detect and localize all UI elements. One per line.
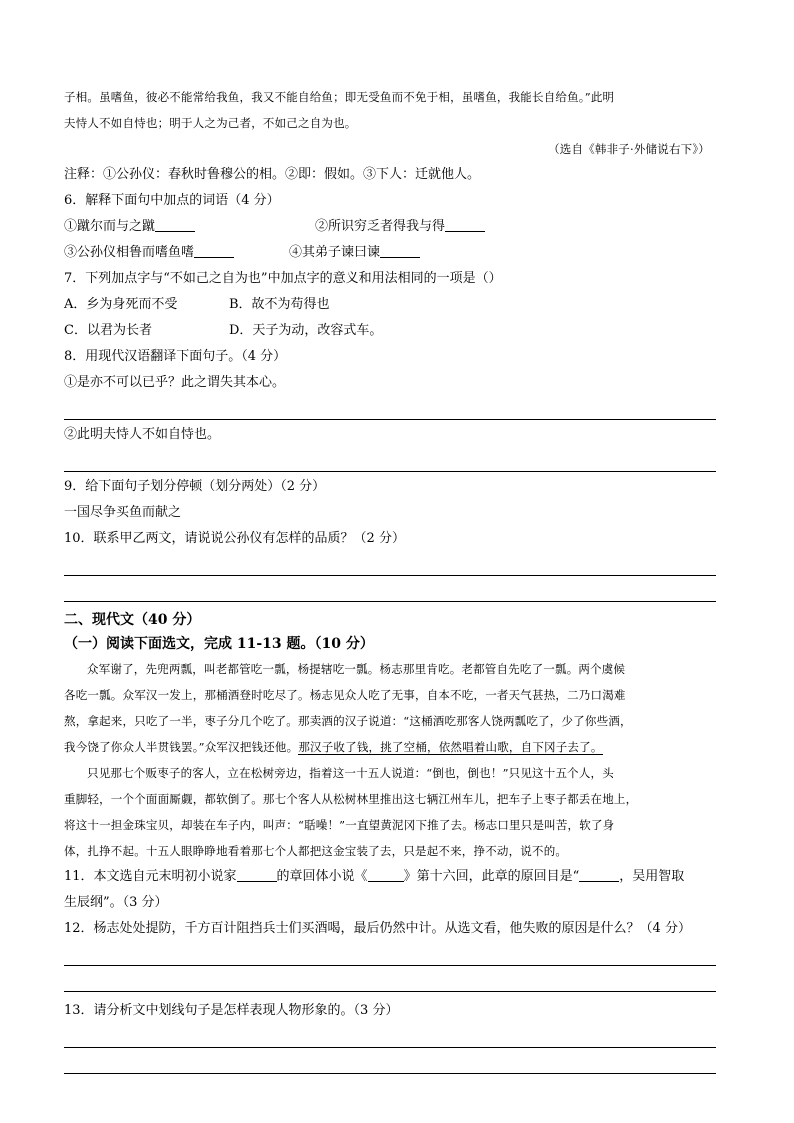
answer-line[interactable] — [64, 942, 716, 966]
q7-option-a: A．乡为身死而不受 — [64, 297, 178, 312]
question-12-title: 12．杨志处处提防，千方百计阻挡兵士们买酒喝，最后仍然中计。从选文看，他失败的原因是什么？（4 分） — [64, 921, 691, 936]
question-7-row-1 — [64, 292, 716, 318]
q11-text: 》第十六回，此章的原回目是“ — [403, 869, 580, 884]
exam-page — [64, 84, 716, 1076]
q6-answer-blank-b[interactable] — [445, 217, 485, 232]
question-7-row-2 — [64, 318, 716, 344]
q11-blank-author[interactable] — [237, 867, 277, 882]
q8-sentence-2: ②此明夫恃人不如自恃也。 — [64, 427, 221, 442]
answer-line[interactable] — [64, 968, 716, 992]
passage-text: 我今饶了你众人半贯钱罢。”众军汉把钱还他。 — [64, 740, 299, 754]
q6-item-c: ③公孙仪相鲁而嗜鱼嗜 — [64, 245, 195, 260]
question-13-title: 13．请分析文中划线句子是怎样表现人物形象的。（3 分） — [64, 1003, 399, 1018]
question-8-title: 8．用现代汉语翻译下面句子。（4 分） — [64, 349, 287, 364]
q6-item-a: ①蹴尔而与之蹴 — [64, 219, 156, 234]
passage-paragraph-1-line-4 — [64, 734, 716, 760]
q11-blank-title[interactable] — [368, 867, 404, 882]
answer-line[interactable] — [64, 1024, 716, 1048]
question-11-line-2: 生辰纲”。（3 分） — [64, 895, 168, 910]
q7-option-c: C．以君为长者 — [64, 323, 152, 338]
question-10-title: 10．联系甲乙两文，请说说公孙仪有怎样的品质？（2 分） — [64, 531, 405, 546]
source-citation: （选自《韩非子·外储说右下》） — [548, 142, 710, 156]
q11-text: ，吴用智取 — [619, 869, 685, 884]
q8-sentence-1: ①是亦不可以已乎？此之谓失其本心。 — [64, 375, 286, 390]
q6-answer-blank-d[interactable] — [380, 243, 420, 258]
answer-line[interactable] — [64, 1050, 716, 1074]
passage-paragraph-1-line-2: 各吃一瓢。众军汉一发上，那桶酒登时吃尽了。杨志见众人吃了无事，自本不吃，一者天气甚热，二乃口渴难 — [64, 688, 626, 702]
underlined-sentence: 那汉子收了钱，挑了空桶，依然唱着山歌，自下冈子去了。 — [298, 740, 603, 754]
q11-text: 11．本文选自元末明初小说家 — [64, 869, 237, 884]
q11-blank-chapter[interactable] — [579, 867, 619, 882]
passage-paragraph-2-line-1: 只见那七个贩枣子的客人，立在松树旁边，指着这一十五人说道：“倒也，倒也！”只见这十五个人，头 — [87, 766, 614, 780]
question-6-title: 6．解释下面句中加点的词语（4 分） — [64, 193, 280, 208]
question-7-title: 7．下列加点字与“不如己之自为也”中加点字的意义和用法相同的一项是（） — [64, 271, 502, 286]
passage-paragraph-1-line-1: 众军谢了，先兜两瓢，叫老都管吃一瓢，杨提辖吃一瓢。杨志那里肯吃。老都管自先吃了一瓢。两个虞候 — [87, 662, 626, 676]
question-9-title: 9．给下面句子划分停顿（划分两处）（2 分） — [64, 479, 326, 494]
q7-option-b: B．故不为苟得也 — [229, 297, 330, 312]
passage-paragraph-2-line-3: 将这十一担金珠宝贝，却装在车子内，叫声：“聒噪！”一直望黄泥冈下推了去。杨志口里只是叫苦，软了身 — [64, 818, 615, 832]
passage-paragraph-2-line-2: 重脚轻，一个个面面厮觑，都软倒了。那七个客人从松树林里推出这七辆江州车儿，把车子上枣子都丢在地上， — [64, 792, 638, 806]
q6-item-d: ④其弟子谏曰谏 — [289, 245, 381, 260]
q11-text: 的章回体小说《 — [276, 869, 368, 884]
q6-answer-blank-a[interactable] — [155, 217, 195, 232]
answer-line[interactable] — [64, 578, 716, 602]
passage-paragraph-1-line-3: 熬，拿起来，只吃了一半，枣子分几个吃了。那卖酒的汉子说道：“这桶酒吃那客人饶两瓢吃了，少了你些酒， — [64, 714, 632, 728]
answer-line[interactable] — [64, 552, 716, 576]
passage-paragraph-2-line-4: 体，扎挣不起。十五人眼睁睁地看着那七个人都把这金宝装了去，只是起不来，挣不动，说不的。 — [64, 844, 568, 858]
question-6-row-1 — [64, 214, 716, 240]
q7-option-d: D．天子为动，改容式车。 — [229, 323, 383, 338]
section-2-subtitle: （一）阅读下面选文，完成 11-13 题。（10 分） — [64, 636, 374, 652]
passage-tail-line-1: 子相。虽嗜鱼，彼必不能常给我鱼，我又不能自给鱼；即无受鱼而不免于相，虽嗜鱼，我能长自给鱼。”此明 — [64, 90, 615, 104]
answer-line[interactable] — [64, 396, 716, 420]
passage-tail-line-2: 夫恃人不如自恃也；明于人之为己者，不如己之自为也。 — [64, 116, 357, 130]
section-2-title: 二、现代文（40 分） — [64, 612, 201, 628]
question-6-row-2 — [64, 240, 716, 266]
q6-item-b: ②所识穷乏者得我与得 — [315, 219, 446, 234]
q6-answer-blank-c[interactable] — [194, 243, 234, 258]
answer-line[interactable] — [64, 448, 716, 472]
annotation-notes: 注释：①公孙仪：春秋时鲁穆公的相。②即：假如。③下人：迁就他人。 — [64, 167, 481, 182]
q9-sentence: 一国尽争买鱼而献之 — [64, 505, 182, 520]
question-11 — [64, 864, 716, 890]
